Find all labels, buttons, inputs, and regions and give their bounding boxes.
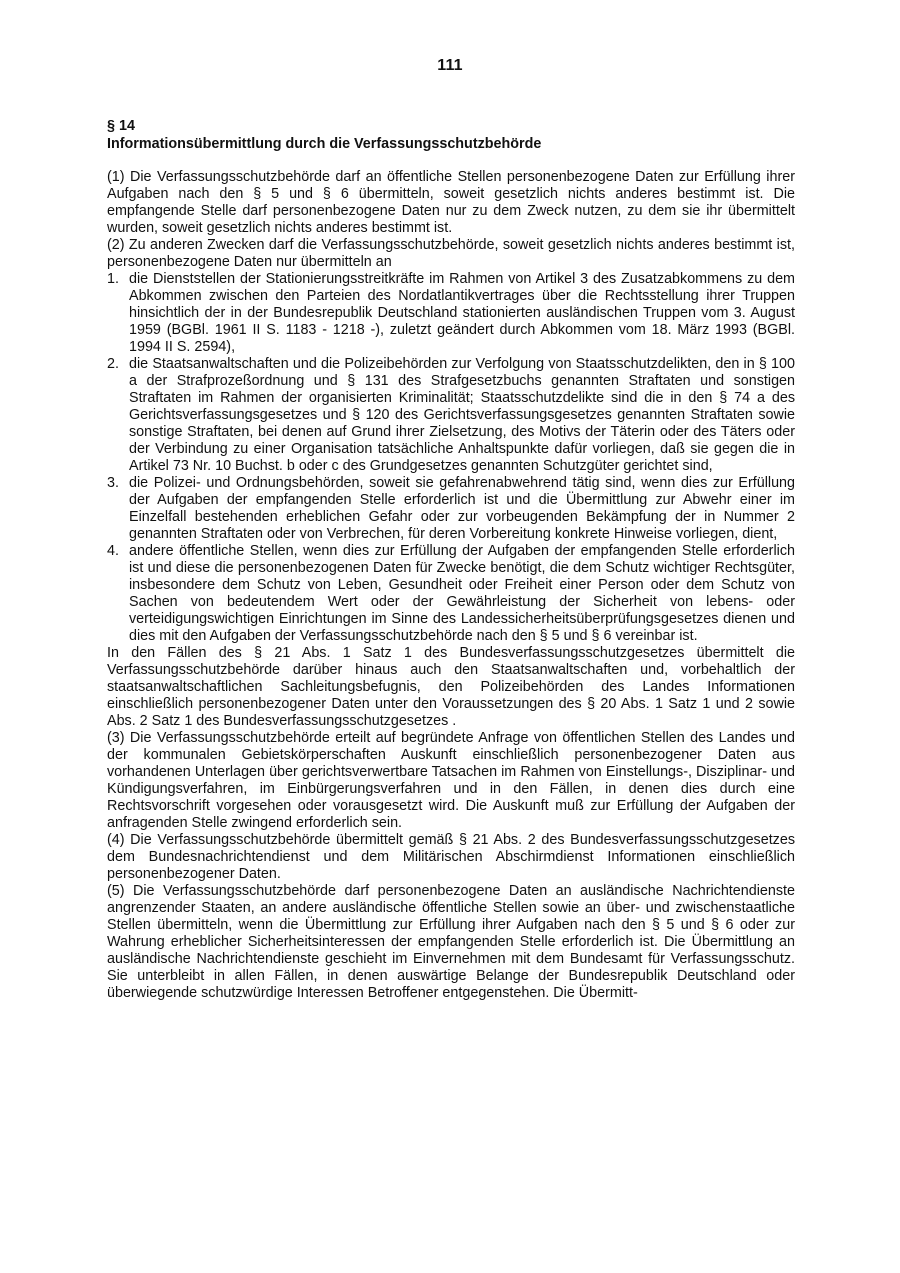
list-item (107, 271, 795, 356)
list-item (107, 356, 795, 475)
list-item-text: die Staatsanwaltschaften und die Polizeibehörden zur Verfolgung von Staatsschutzdelikten, den in § 100 a der Strafprozeßordnung und § 131 des Strafgesetzbuchs genannten Straftaten und sonstigen Straftaten im Rahmen der organisierten Kriminalität; Staatsschutzdelikte sind die in den § 74 a des Gerichtsverfassungsgesetzes und § 120 des Gerichtsverfassungsgesetzes genannten Straftaten sowie sonstige Straftaten, bei denen auf Grund ihrer Zielsetzung, des Motivs der Täterin oder des Täters oder der Verbindung zu einer Organisation tatsächliche Anhaltspunkte dafür vorliegen, daß sie gegen die in Artikel 73 Nr. 10 Buchst. b oder c des Grundgesetzes genannten Schutzgüter gerichtet sind, (129, 356, 795, 474)
list-item-number: 2. (107, 356, 119, 372)
page-number: 111 (437, 57, 463, 74)
section-title: Informationsübermittlung durch die Verfassungsschutzbehörde (107, 135, 542, 152)
paragraph-5: (5) Die Verfassungsschutzbehörde darf personenbezogene Daten an ausländische Nachrichtendienste angrenzender Staaten, an andere ausländische öffentliche Stellen sowie an über- und zwischenstaatliche Stellen übermitteln, wenn die Übermittlung zur Erfüllung ihrer Aufgaben nach den § 5 und § 6 oder zur Wahrung erheblicher Sicherheitsinteressen der empfangenden Stelle erforderlich ist. Die Übermittlung an ausländische Nachrichtendienste geschieht im Einvernehmen mit dem Bundesamt für Verfassungsschutz. Sie unterbleibt in allen Fällen, in denen auswärtige Belange der Bundesrepublik Deutschland oder überwiegende schutzwürdige Interessen Betroffener entgegenstehen. Die Übermitt- (107, 883, 795, 1001)
paragraph-2-tail: In den Fällen des § 21 Abs. 1 Satz 1 des Bundesverfassungsschutzgesetzes übermittelt die Verfassungsschutzbehörde darüber hinaus auch den Staatsanwaltschaften und, vorbehaltlich der staatsanwaltschaftlichen Sachleitungsbefugnis, den Polizeibehörden des Landes Informationen einschließlich personenbezogener Daten unter den Voraussetzungen des § 20 Abs. 1 Satz 1 und 2 sowie Abs. 2 Satz 1 des Bundesverfassungsschutzgesetzes . (107, 645, 795, 729)
list-item-number: 3. (107, 475, 119, 491)
paragraph-3: (3) Die Verfassungsschutzbehörde erteilt auf begründete Anfrage von öffentlichen Stellen des Landes und der kommunalen Gebietskörperschaften Auskunft einschließlich personenbezogener Daten aus vorhandenen Unterlagen über gerichtsverwertbare Tatsachen im Rahmen von Einstellungs-, Disziplinar- und Kündigungsverfahren, im Einbürgerungsverfahren und in den Fällen, in denen dies durch eine Rechtsvorschrift vorgesehen oder vorausgesetzt wird. Die Auskunft muß zur Erfüllung der Aufgaben der anfragenden Stelle zwingend erforderlich sein. (107, 730, 795, 831)
document-body (107, 118, 795, 1002)
list-item-number: 4. (107, 543, 119, 559)
paragraph-4: (4) Die Verfassungsschutzbehörde übermittelt gemäß § 21 Abs. 2 des Bundesverfassungsschutzgesetzes dem Bundesnachrichtendienst und dem Militärischen Abschirmdienst Informationen einschließlich personenbezogener Daten. (107, 832, 795, 882)
list-item-number: 1. (107, 271, 119, 287)
list-item (107, 543, 795, 645)
section-number: § 14 (107, 118, 135, 134)
list-item-text: andere öffentliche Stellen, wenn dies zur Erfüllung der Aufgaben der empfangenden Stelle erforderlich ist und diese die personenbezogenen Daten für Zwecke benötigt, die dem Schutz wichtiger Rechtsgüter, insbesondere dem Schutz von Leben, Gesundheit oder Freiheit einer Person oder dem Schutz von Sachen von bedeutendem Wert oder der Gewährleistung der Sicherheit von lebens- oder verteidigungswichtigen Einrichtungen im Sinne des Landessicherheitsüberprüfungsgesetzes dienen und dies mit den Aufgaben der Verfassungsschutzbehörde nach den § 5 und § 6 vereinbar ist. (129, 543, 795, 644)
paragraph-2-intro: (2) Zu anderen Zwecken darf die Verfassungsschutzbehörde, soweit gesetzlich nichts anderes bestimmt ist, personenbezogene Daten nur übermitteln an (107, 237, 795, 270)
list-item (107, 475, 795, 543)
list-item-text: die Dienststellen der Stationierungsstreitkräfte im Rahmen von Artikel 3 des Zusatzabkommens zu dem Abkommen zwischen den Parteien des Nordatlantikvertrages über die Rechtsstellung ihrer Truppen hinsichtlich der in der Bundesrepublik Deutschland stationierten ausländischen Truppen vom 3. August 1959 (BGBl. 1961 II S. 1183 - 1218 -), zuletzt geändert durch Abkommen vom 18. März 1993 (BGBl. 1994 II S. 2594), (129, 271, 795, 355)
list-item-text: die Polizei- und Ordnungsbehörden, soweit sie gefahrenabwehrend tätig sind, wenn dies zur Erfüllung der Aufgaben der empfangenden Stelle erforderlich ist und die Übermittlung zur Abwehr einer im Einzelfall bestehenden erheblichen Gefahr oder zur vorbeugenden Bekämpfung der in Nummer 2 genannten Straftaten oder von Verbrechen, für deren Vorbereitung konkrete Hinweise vorliegen, dient, (129, 475, 795, 542)
numbered-list (107, 271, 795, 645)
paragraph-1: (1) Die Verfassungsschutzbehörde darf an öffentliche Stellen personenbezogene Daten zur Erfüllung ihrer Aufgaben nach den § 5 und § 6 übermitteln, soweit gesetzlich nichts anderes bestimmt ist. Die empfangende Stelle darf personenbezogene Daten nur zu dem Zweck nutzen, zu dem sie ihr übermittelt wurden, soweit gesetzlich nichts anderes bestimmt ist. (107, 169, 795, 236)
